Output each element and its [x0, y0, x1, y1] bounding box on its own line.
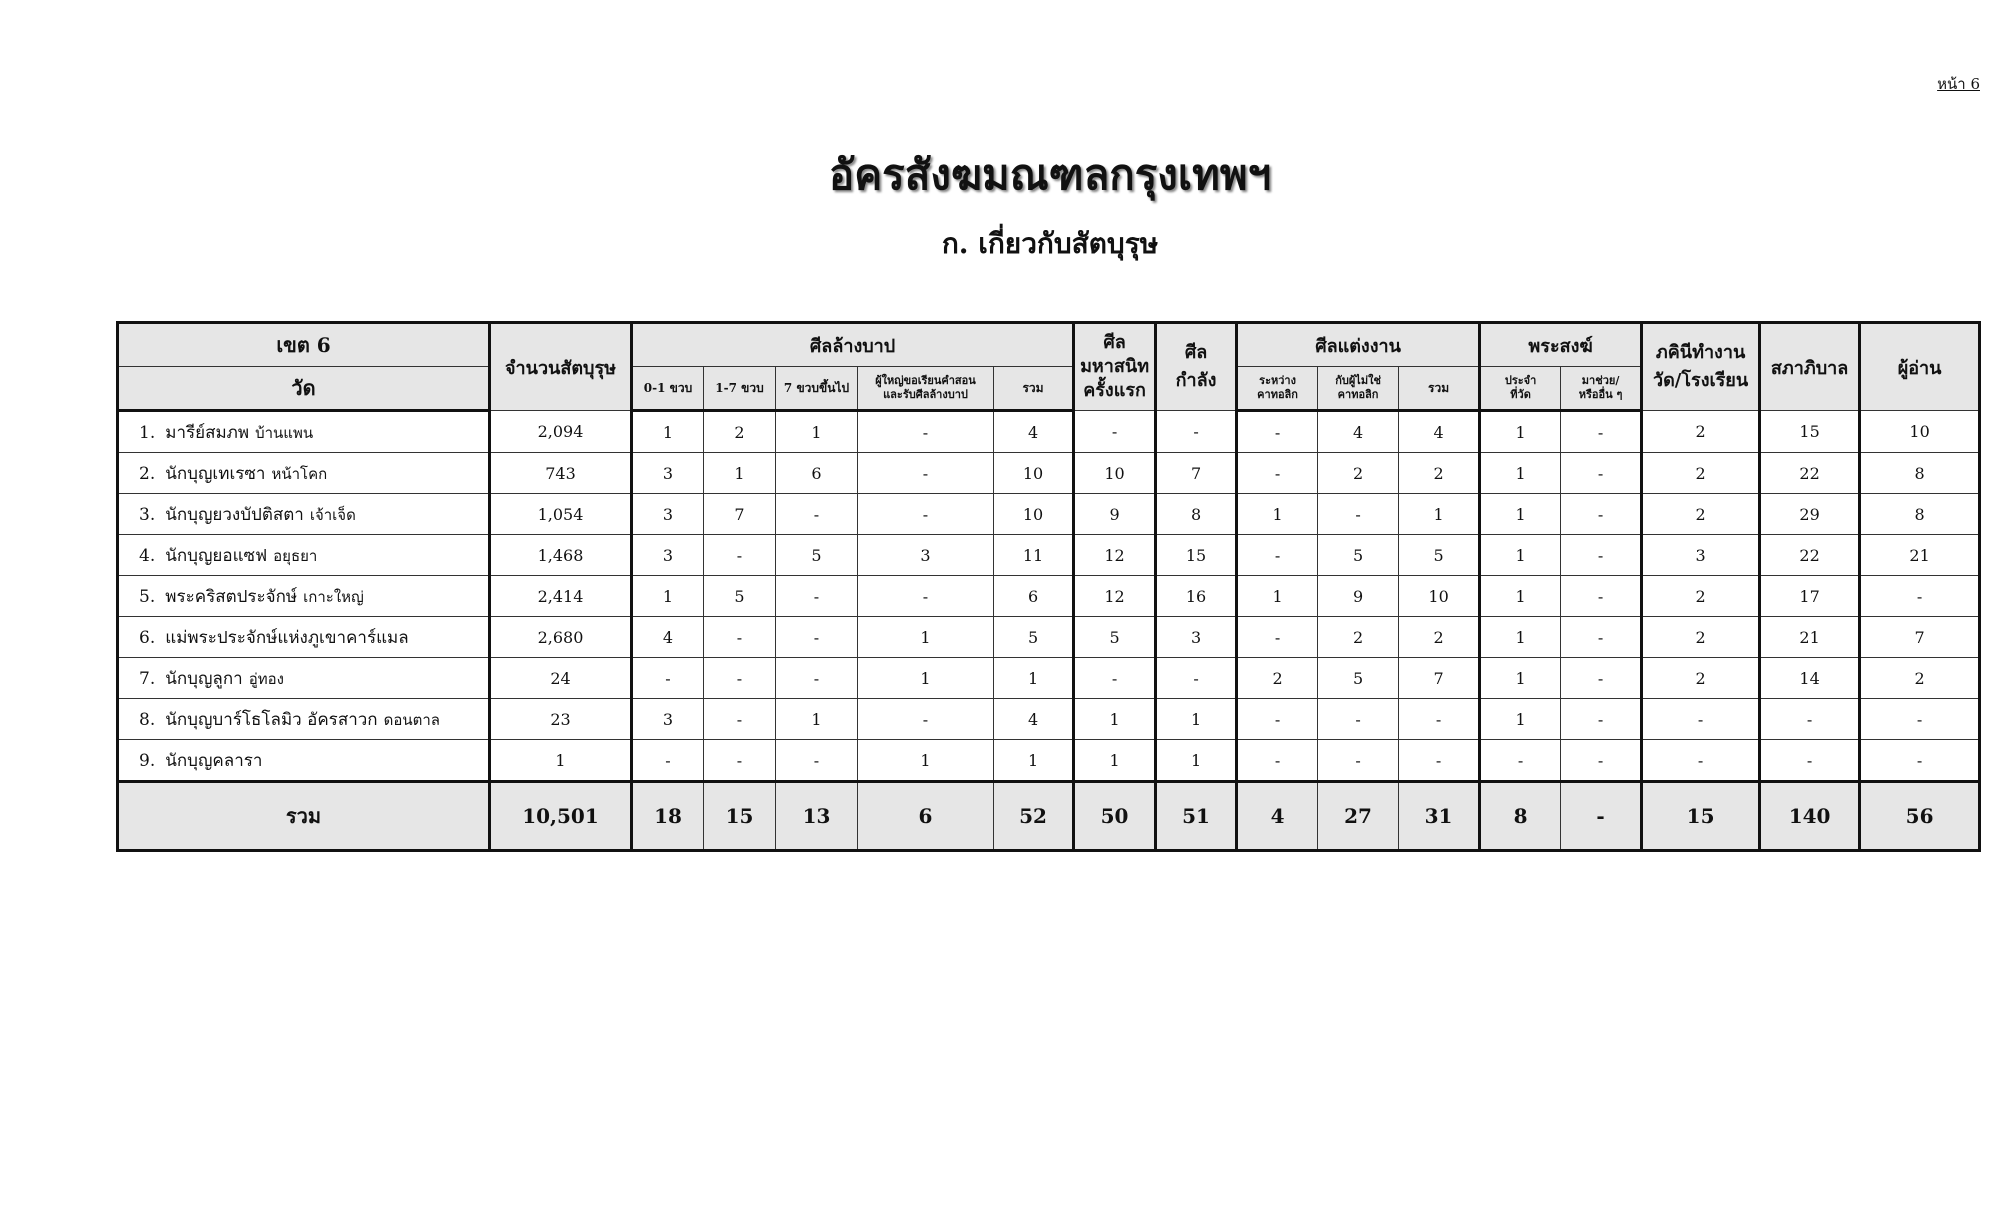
marriage-catholic-header-line: คาทอลิก	[1257, 388, 1298, 401]
marriage-mixed-cell: 2	[1318, 617, 1399, 658]
members-cell: 1	[490, 740, 632, 782]
priests-resident-cell: 1	[1480, 576, 1561, 617]
communion-cell: 12	[1074, 576, 1156, 617]
baptism-adult-cell: 1	[858, 617, 994, 658]
row-number: 8.	[139, 709, 156, 730]
church-name: นักบุญลูกา	[165, 668, 243, 689]
marriage-mixed-cell: 5	[1318, 535, 1399, 576]
communion-cell: 1	[1074, 699, 1156, 740]
baptism-0-1-cell: 1	[632, 576, 704, 617]
church-name: นักบุญยวงบัปติสตา	[165, 504, 304, 525]
baptism-header: ศีลล้างบาป	[632, 323, 1074, 367]
marriage-header: ศีลแต่งงาน	[1237, 323, 1480, 367]
baptism-1-7-cell: -	[704, 658, 776, 699]
members-cell: 743	[490, 453, 632, 494]
sisters-cell: -	[1642, 740, 1760, 782]
baptism-adult-cell: -	[858, 494, 994, 535]
baptism-1-7-cell: 2	[704, 411, 776, 453]
marriage-total-cell: -	[1399, 699, 1480, 740]
members-cell: 2,094	[490, 411, 632, 453]
table-row	[118, 740, 1980, 782]
readers-cell: 21	[1860, 535, 1980, 576]
priests-helper-cell: -	[1561, 576, 1642, 617]
confirmation-cell: 8	[1156, 494, 1237, 535]
baptism-7-up-cell: -	[776, 617, 858, 658]
row-number: 9.	[139, 750, 156, 771]
church-location: หน้าโคก	[271, 464, 328, 483]
baptism-7-up-header: 7 ขวบขึ้นไป	[776, 367, 858, 411]
marriage-total-header: รวม	[1399, 367, 1480, 411]
priests-resident-cell: 1	[1480, 617, 1561, 658]
baptism-1-7-cell: -	[704, 699, 776, 740]
priests-helper-cell: -	[1561, 658, 1642, 699]
row-number: 2.	[139, 463, 156, 484]
priests-resident-cell: 1	[1480, 535, 1561, 576]
readers-cell: 8	[1860, 494, 1980, 535]
marriage-mixed-header-line: คาทอลิก	[1337, 388, 1379, 401]
church-cell	[118, 699, 490, 740]
sisters-cell: 2	[1642, 453, 1760, 494]
table-row	[118, 535, 1980, 576]
baptism-1-7-cell: -	[704, 740, 776, 782]
priests-helper-cell: -	[1561, 740, 1642, 782]
baptism-1-7-header: 1-7 ขวบ	[704, 367, 776, 411]
marriage-catholic-cell: 1	[1237, 576, 1318, 617]
readers-cell: 7	[1860, 617, 1980, 658]
council-cell: 22	[1760, 535, 1860, 576]
baptism-0-1-cell: 3	[632, 453, 704, 494]
marriage-mixed-cell: -	[1318, 740, 1399, 782]
priests-helper-cell: -	[1561, 617, 1642, 658]
marriage-catholic-cell: -	[1237, 699, 1318, 740]
baptism-adult-header	[858, 367, 994, 411]
row-number: 4.	[139, 545, 156, 566]
readers-cell: 10	[1860, 411, 1980, 453]
total-confirmation: 51	[1156, 782, 1237, 851]
page-title: อัครสังฆมณฑลกรุงเทพฯ	[828, 150, 1272, 199]
total-sisters: 15	[1642, 782, 1760, 851]
row-number: 6.	[139, 627, 156, 648]
priests-resident-cell: 1	[1480, 453, 1561, 494]
table-row	[118, 576, 1980, 617]
priests-resident-header	[1480, 367, 1561, 411]
marriage-mixed-cell: 4	[1318, 411, 1399, 453]
baptism-0-1-cell: 3	[632, 535, 704, 576]
marriage-mixed-cell: -	[1318, 494, 1399, 535]
sisters-cell: 2	[1642, 617, 1760, 658]
baptism-7-up-cell: 1	[776, 411, 858, 453]
marriage-mixed-header-line: กับผู้ไม่ใช่	[1335, 374, 1381, 387]
total-members: 10,501	[490, 782, 632, 851]
baptism-1-7-cell: -	[704, 617, 776, 658]
readers-header: ผู้อ่าน	[1860, 323, 1980, 411]
readers-cell: -	[1860, 740, 1980, 782]
row-number: 1.	[139, 422, 156, 443]
church-location: บ้านแพน	[255, 423, 314, 442]
members-cell: 1,054	[490, 494, 632, 535]
council-header: สภาภิบาล	[1760, 323, 1860, 411]
church-cell	[118, 740, 490, 782]
confirmation-cell: -	[1156, 658, 1237, 699]
church-header: วัด	[118, 367, 490, 411]
total-label: รวม	[118, 782, 490, 851]
sisters-cell: 2	[1642, 411, 1760, 453]
baptism-1-7-cell: 1	[704, 453, 776, 494]
readers-cell: 2	[1860, 658, 1980, 699]
confirmation-header-line: ศีล	[1184, 342, 1208, 363]
total-baptism-total: 52	[994, 782, 1074, 851]
communion-header-line: ศีล	[1103, 332, 1126, 353]
baptism-total-header: รวม	[994, 367, 1074, 411]
page-number: หน้า 6	[1937, 75, 1980, 93]
members-cell: 24	[490, 658, 632, 699]
table-body	[118, 411, 1980, 782]
baptism-7-up-cell: -	[776, 494, 858, 535]
baptism-adult-cell: 1	[858, 740, 994, 782]
row-number: 3.	[139, 504, 156, 525]
church-cell	[118, 576, 490, 617]
confirmation-cell: 15	[1156, 535, 1237, 576]
communion-cell: 9	[1074, 494, 1156, 535]
confirmation-cell: 16	[1156, 576, 1237, 617]
council-cell: 15	[1760, 411, 1860, 453]
church-location: ดอนตาล	[383, 710, 440, 729]
baptism-total-cell: 11	[994, 535, 1074, 576]
table-row	[118, 411, 1980, 453]
marriage-total-cell: 1	[1399, 494, 1480, 535]
readers-cell: -	[1860, 699, 1980, 740]
marriage-total-cell: 10	[1399, 576, 1480, 617]
baptism-adult-header-line: และรับศีลล้างบาป	[883, 388, 968, 401]
church-location: เกาะใหญ่	[303, 587, 364, 606]
baptism-total-cell: 6	[994, 576, 1074, 617]
priests-resident-header-line: ที่วัด	[1510, 388, 1531, 401]
church-cell	[118, 658, 490, 699]
communion-header	[1074, 323, 1156, 411]
marriage-mixed-cell: -	[1318, 699, 1399, 740]
statistics-table	[116, 321, 1981, 852]
table-header	[118, 323, 1980, 411]
communion-cell: 1	[1074, 740, 1156, 782]
sisters-header	[1642, 323, 1760, 411]
sisters-header-line: ภคินีทำงาน	[1655, 342, 1746, 363]
baptism-1-7-cell: 7	[704, 494, 776, 535]
marriage-mixed-cell: 2	[1318, 453, 1399, 494]
council-cell: -	[1760, 740, 1860, 782]
marriage-catholic-cell: -	[1237, 453, 1318, 494]
priests-helper-cell: -	[1561, 453, 1642, 494]
total-baptism-adult: 6	[858, 782, 994, 851]
marriage-total-cell: 2	[1399, 453, 1480, 494]
marriage-catholic-header	[1237, 367, 1318, 411]
total-marriage-mixed: 27	[1318, 782, 1399, 851]
marriage-total-cell: 2	[1399, 617, 1480, 658]
baptism-0-1-cell: -	[632, 658, 704, 699]
total-row	[118, 782, 1980, 851]
priests-resident-cell: 1	[1480, 658, 1561, 699]
total-communion: 50	[1074, 782, 1156, 851]
page-subtitle: ก. เกี่ยวกับสัตบุรุษ	[941, 227, 1159, 260]
members-cell: 2,680	[490, 617, 632, 658]
total-priests-helper: -	[1561, 782, 1642, 851]
marriage-total-cell: 5	[1399, 535, 1480, 576]
communion-cell: -	[1074, 411, 1156, 453]
communion-cell: 5	[1074, 617, 1156, 658]
church-name: นักบุญยอแซฟ	[165, 545, 268, 566]
baptism-0-1-cell: 3	[632, 494, 704, 535]
table-row	[118, 699, 1980, 740]
marriage-mixed-cell: 9	[1318, 576, 1399, 617]
baptism-7-up-cell: 6	[776, 453, 858, 494]
marriage-catholic-cell: 2	[1237, 658, 1318, 699]
church-name: แม่พระประจักษ์แห่งภูเขาคาร์แมล	[165, 627, 409, 648]
total-baptism-7-up: 13	[776, 782, 858, 851]
baptism-0-1-cell: 1	[632, 411, 704, 453]
members-cell: 2,414	[490, 576, 632, 617]
total-priests-resident: 8	[1480, 782, 1561, 851]
communion-header-line: ครั้งแรก	[1083, 380, 1146, 401]
sisters-cell: 2	[1642, 658, 1760, 699]
baptism-7-up-cell: -	[776, 576, 858, 617]
total-baptism-0-1: 18	[632, 782, 704, 851]
baptism-total-cell: 4	[994, 699, 1074, 740]
confirmation-header	[1156, 323, 1237, 411]
baptism-total-cell: 1	[994, 740, 1074, 782]
table-row	[118, 617, 1980, 658]
baptism-0-1-cell: 4	[632, 617, 704, 658]
priests-resident-cell: 1	[1480, 411, 1561, 453]
baptism-adult-cell: -	[858, 411, 994, 453]
church-cell	[118, 453, 490, 494]
confirmation-cell: 1	[1156, 699, 1237, 740]
priests-helper-header-line: มาช่วย/	[1581, 374, 1620, 387]
baptism-adult-header-line: ผู้ใหญ่ขอเรียนคำสอน	[875, 374, 976, 387]
total-baptism-1-7: 15	[704, 782, 776, 851]
sisters-cell: -	[1642, 699, 1760, 740]
church-location: อู่ทอง	[248, 669, 284, 688]
sisters-header-line: วัด/โรงเรียน	[1652, 370, 1749, 391]
priests-resident-cell: 1	[1480, 699, 1561, 740]
priests-helper-header-line: หรืออื่น ๆ	[1578, 388, 1623, 401]
priests-helper-cell: -	[1561, 494, 1642, 535]
baptism-adult-cell: -	[858, 453, 994, 494]
baptism-adult-cell: -	[858, 699, 994, 740]
church-name: พระคริสตประจักษ์	[165, 586, 298, 607]
church-cell	[118, 617, 490, 658]
church-cell	[118, 411, 490, 453]
readers-cell: 8	[1860, 453, 1980, 494]
marriage-catholic-cell: -	[1237, 617, 1318, 658]
church-location: เจ้าเจ็ด	[309, 505, 356, 524]
table-row	[118, 494, 1980, 535]
church-name: นักบุญบาร์โธโลมิว อัครสาวก	[165, 709, 378, 730]
baptism-0-1-header: 0-1 ขวบ	[632, 367, 704, 411]
sisters-cell: 2	[1642, 576, 1760, 617]
members-header: จำนวนสัตบุรุษ	[490, 323, 632, 411]
marriage-mixed-header	[1318, 367, 1399, 411]
baptism-7-up-cell: 1	[776, 699, 858, 740]
baptism-1-7-cell: -	[704, 535, 776, 576]
sisters-cell: 3	[1642, 535, 1760, 576]
baptism-total-cell: 10	[994, 453, 1074, 494]
total-marriage-total: 31	[1399, 782, 1480, 851]
baptism-0-1-cell: 3	[632, 699, 704, 740]
church-cell	[118, 494, 490, 535]
priests-resident-cell: -	[1480, 740, 1561, 782]
baptism-total-cell: 5	[994, 617, 1074, 658]
council-cell: 14	[1760, 658, 1860, 699]
marriage-total-cell: 7	[1399, 658, 1480, 699]
total-readers: 56	[1860, 782, 1980, 851]
church-name: นักบุญเทเรซา	[165, 463, 266, 484]
baptism-7-up-cell: 5	[776, 535, 858, 576]
row-number: 7.	[139, 668, 156, 689]
marriage-mixed-cell: 5	[1318, 658, 1399, 699]
baptism-0-1-cell: -	[632, 740, 704, 782]
council-cell: 21	[1760, 617, 1860, 658]
baptism-7-up-cell: -	[776, 658, 858, 699]
confirmation-cell: -	[1156, 411, 1237, 453]
baptism-7-up-cell: -	[776, 740, 858, 782]
baptism-total-cell: 1	[994, 658, 1074, 699]
communion-cell: -	[1074, 658, 1156, 699]
marriage-catholic-header-line: ระหว่าง	[1259, 374, 1296, 387]
readers-cell: -	[1860, 576, 1980, 617]
priests-header: พระสงฆ์	[1480, 323, 1642, 367]
council-cell: -	[1760, 699, 1860, 740]
baptism-adult-cell: -	[858, 576, 994, 617]
marriage-catholic-cell: -	[1237, 535, 1318, 576]
marriage-catholic-cell: 1	[1237, 494, 1318, 535]
zone-header: เขต 6	[118, 323, 490, 367]
table-footer	[118, 782, 1980, 851]
total-marriage-catholic: 4	[1237, 782, 1318, 851]
marriage-catholic-cell: -	[1237, 411, 1318, 453]
confirmation-cell: 7	[1156, 453, 1237, 494]
council-cell: 29	[1760, 494, 1860, 535]
sisters-cell: 2	[1642, 494, 1760, 535]
priests-helper-cell: -	[1561, 535, 1642, 576]
row-number: 5.	[139, 586, 156, 607]
church-name: มารีย์สมภพ	[165, 422, 250, 443]
members-cell: 1,468	[490, 535, 632, 576]
priests-resident-cell: 1	[1480, 494, 1561, 535]
confirmation-cell: 3	[1156, 617, 1237, 658]
marriage-total-cell: -	[1399, 740, 1480, 782]
table-row	[118, 658, 1980, 699]
baptism-1-7-cell: 5	[704, 576, 776, 617]
priests-helper-cell: -	[1561, 411, 1642, 453]
table-row	[118, 453, 1980, 494]
communion-header-line: มหาสนิท	[1080, 356, 1150, 377]
communion-cell: 12	[1074, 535, 1156, 576]
marriage-total-cell: 4	[1399, 411, 1480, 453]
council-cell: 17	[1760, 576, 1860, 617]
marriage-catholic-cell: -	[1237, 740, 1318, 782]
priests-resident-header-line: ประจำ	[1504, 374, 1537, 387]
confirmation-cell: 1	[1156, 740, 1237, 782]
confirmation-header-line: กำลัง	[1175, 370, 1217, 391]
baptism-adult-cell: 3	[858, 535, 994, 576]
total-council: 140	[1760, 782, 1860, 851]
church-cell	[118, 535, 490, 576]
baptism-total-cell: 10	[994, 494, 1074, 535]
communion-cell: 10	[1074, 453, 1156, 494]
church-location: อยุธยา	[273, 546, 318, 565]
church-name: นักบุญคลารา	[165, 750, 263, 771]
council-cell: 22	[1760, 453, 1860, 494]
priests-helper-header	[1561, 367, 1642, 411]
members-cell: 23	[490, 699, 632, 740]
baptism-adult-cell: 1	[858, 658, 994, 699]
baptism-total-cell: 4	[994, 411, 1074, 453]
priests-helper-cell: -	[1561, 699, 1642, 740]
